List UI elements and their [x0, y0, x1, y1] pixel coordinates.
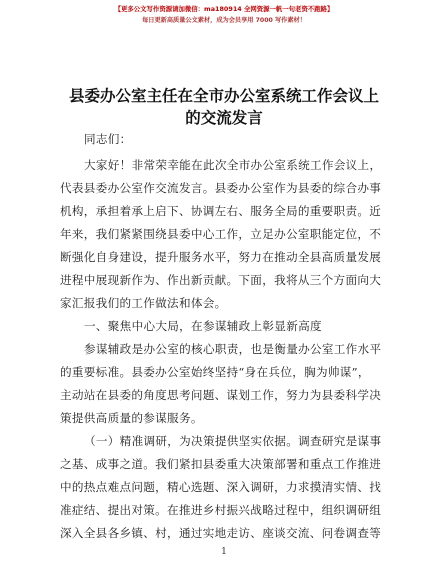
body-line: 家汇报我们的工作做法和体会。	[60, 296, 227, 310]
body-line: 代表县委办公室作交流发言。县委办公室作为县委的综合办事	[60, 181, 382, 195]
promo-banner-line-2: 每日更新高质量公文素材，成为会员享用 7000 写作素材！	[142, 17, 306, 24]
body-line: 年来，我们紧紧围绕县委中心工作，立足办公室职能定位，不	[60, 227, 382, 241]
promo-banner-line-1: 【更多公文写作资源请加微信：ma180914 全网资源一帆一句老资不跑路】	[114, 5, 334, 13]
salutation: 同志们：	[84, 132, 132, 146]
body-line: 机构，承担着承上启下、协调左右、服务全局的重要职责。近	[60, 204, 382, 218]
body-line: 断强化自身建设，提升服务水平，努力在推动全县高质量发展	[60, 250, 382, 264]
document-title-line-2: 的交流发言	[185, 109, 263, 127]
body-line: 策提供高质量的参谋服务。	[60, 411, 203, 425]
body-line: 大家好！非常荣幸能在此次全市办公室系统工作会议上，	[84, 158, 382, 172]
body-line: 进程中展现新作为、作出新贡献。下面，我将从三个方面向大	[60, 273, 382, 287]
body-line: 之基、成事之道。我们紧扣县委重大决策部署和重点工作推进	[60, 457, 382, 471]
body-line: 参谋辅政是办公室的核心职责，也是衡量办公室工作水平	[84, 342, 382, 356]
body-line: 主动站在县委的角度思考问题、谋划工作，努力为县委科学决	[60, 388, 382, 402]
body-line: 深入全县各乡镇、村，通过实地走访、座谈交流、问卷调查等	[60, 526, 382, 540]
subsection-line: （一）精准调研，为决策提供坚实依据。调查研究是谋事	[84, 434, 382, 448]
body-line: 的重要标准。县委办公室始终坚持“身在兵位，胸为帅谋”，	[60, 365, 370, 379]
page-number: 1	[221, 547, 227, 557]
document-title-line-1: 县委办公室主任在全市办公室系统工作会议上	[68, 87, 379, 105]
body-line: 准症结、提出对策。在推进乡村振兴战略过程中，组织调研组	[60, 503, 382, 517]
body-line: 中的热点难点问题，精心选题、深入调研，力求摸清实情、找	[60, 480, 382, 494]
section-heading: 一、聚焦中心大局，在参谋辅政上彰显新高度	[84, 319, 322, 333]
